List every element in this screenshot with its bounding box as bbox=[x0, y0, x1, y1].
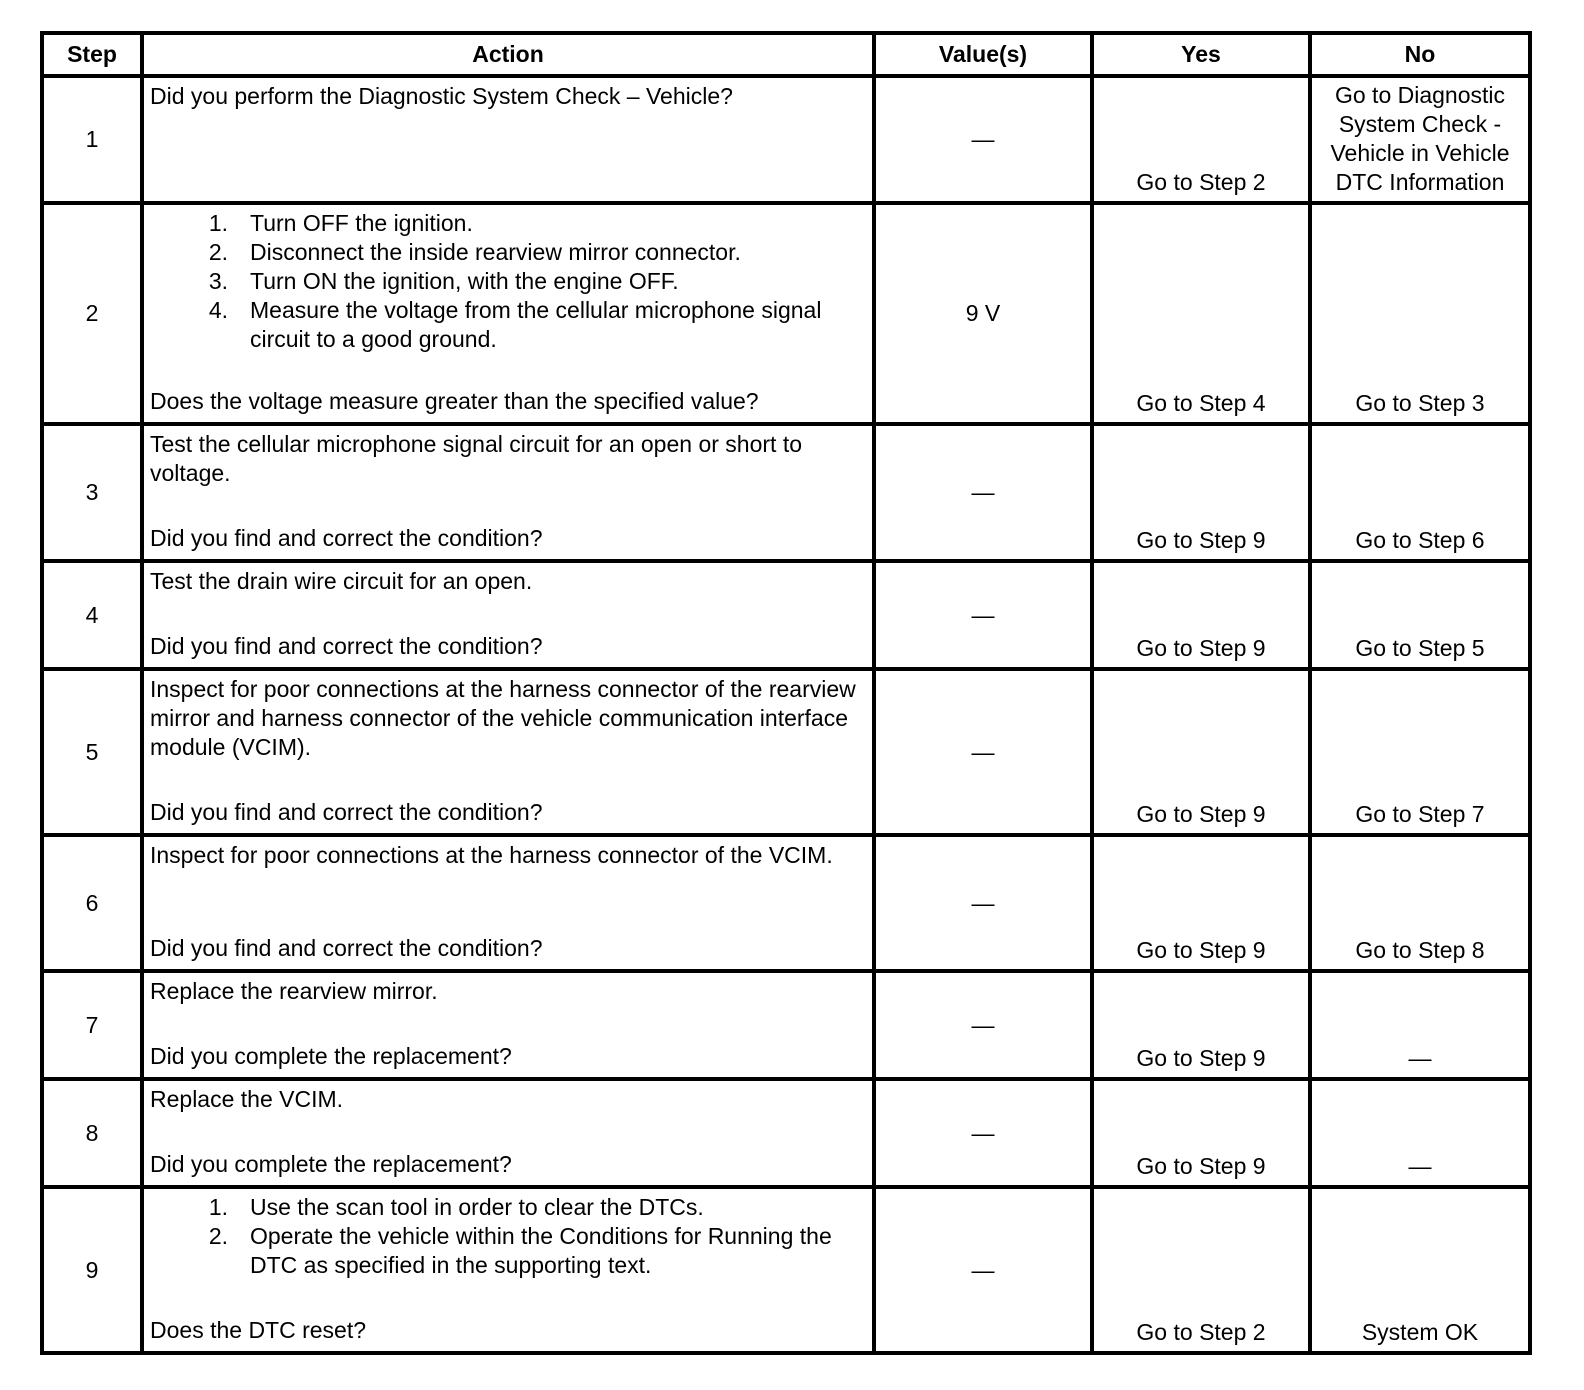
action-text: Test the cellular microphone signal circuit for an open or short to voltage. bbox=[150, 431, 802, 486]
table-row bbox=[42, 424, 1530, 561]
action-question: Did you complete the replacement? bbox=[150, 1151, 512, 1177]
no-cell: Go to Step 6 bbox=[1310, 424, 1530, 561]
header-row bbox=[42, 33, 1530, 76]
instruction-number: 1. bbox=[208, 210, 228, 236]
value-cell: — bbox=[874, 971, 1092, 1079]
no-cell: Go to Step 5 bbox=[1310, 561, 1530, 669]
yes-cell: Go to Step 9 bbox=[1092, 561, 1310, 669]
table-row bbox=[42, 203, 1530, 424]
action-cell bbox=[142, 561, 874, 669]
table-row bbox=[42, 1187, 1530, 1353]
yes-cell: Go to Step 9 bbox=[1092, 835, 1310, 971]
yes-cell: Go to Step 2 bbox=[1092, 1187, 1310, 1353]
value-cell: — bbox=[874, 669, 1092, 835]
header-values: Value(s) bbox=[874, 33, 1092, 76]
instruction-text: Turn ON the ignition, with the engine OFF. bbox=[250, 268, 679, 294]
action-text: Test the drain wire circuit for an open. bbox=[150, 568, 533, 594]
step-number: 9 bbox=[42, 1187, 142, 1353]
action-cell bbox=[142, 76, 874, 203]
step-number: 3 bbox=[42, 424, 142, 561]
table-row bbox=[42, 561, 1530, 669]
action-text: Replace the VCIM. bbox=[150, 1086, 344, 1112]
action-question: Does the DTC reset? bbox=[150, 1317, 367, 1343]
instruction-number: 4. bbox=[208, 297, 228, 323]
value-cell: 9 V bbox=[874, 203, 1092, 424]
diagnostic-table bbox=[40, 31, 1532, 1355]
yes-cell: Go to Step 4 bbox=[1092, 203, 1310, 424]
action-cell bbox=[142, 203, 874, 424]
action-question: Did you find and correct the condition? bbox=[150, 525, 543, 551]
action-text: Inspect for poor connections at the harness connector of the VCIM. bbox=[150, 842, 833, 868]
instruction-text: Measure the voltage from the cellular microphone signal circuit to a good ground. bbox=[250, 297, 822, 352]
value-cell: — bbox=[874, 424, 1092, 561]
no-cell: Go to Diagnostic System Check - Vehicle in Vehicle DTC Information bbox=[1310, 76, 1530, 203]
table-row bbox=[42, 971, 1530, 1079]
list-item bbox=[150, 296, 864, 354]
value-cell: — bbox=[874, 76, 1092, 203]
step-number: 6 bbox=[42, 835, 142, 971]
no-cell: — bbox=[1310, 971, 1530, 1079]
header-yes: Yes bbox=[1092, 33, 1310, 76]
yes-cell: Go to Step 9 bbox=[1092, 424, 1310, 561]
action-question: Did you find and correct the condition? bbox=[150, 799, 543, 825]
instruction-list bbox=[150, 1193, 864, 1280]
action-question: Did you find and correct the condition? bbox=[150, 935, 543, 961]
action-text: Replace the rearview mirror. bbox=[150, 978, 438, 1004]
instruction-text: Turn OFF the ignition. bbox=[250, 210, 473, 236]
list-item bbox=[150, 209, 864, 238]
no-cell: Go to Step 3 bbox=[1310, 203, 1530, 424]
action-cell bbox=[142, 1079, 874, 1187]
yes-cell: Go to Step 9 bbox=[1092, 971, 1310, 1079]
list-item bbox=[150, 267, 864, 296]
step-number: 8 bbox=[42, 1079, 142, 1187]
value-cell: — bbox=[874, 561, 1092, 669]
header-step: Step bbox=[42, 33, 142, 76]
instruction-list bbox=[150, 209, 864, 354]
action-cell bbox=[142, 835, 874, 971]
list-item bbox=[150, 238, 864, 267]
action-cell bbox=[142, 424, 874, 561]
table-row bbox=[42, 669, 1530, 835]
action-cell bbox=[142, 1187, 874, 1353]
action-text: Did you perform the Diagnostic System Check – Vehicle? bbox=[150, 83, 733, 109]
no-cell: System OK bbox=[1310, 1187, 1530, 1353]
no-cell: Go to Step 7 bbox=[1310, 669, 1530, 835]
yes-cell: Go to Step 9 bbox=[1092, 669, 1310, 835]
action-cell bbox=[142, 971, 874, 1079]
action-question: Does the voltage measure greater than the specified value? bbox=[150, 388, 759, 414]
instruction-number: 3. bbox=[208, 268, 228, 294]
action-question: Did you find and correct the condition? bbox=[150, 633, 543, 659]
value-cell: — bbox=[874, 1079, 1092, 1187]
list-item bbox=[150, 1222, 864, 1280]
instruction-number: 2. bbox=[208, 1223, 228, 1249]
no-cell: — bbox=[1310, 1079, 1530, 1187]
instruction-number: 2. bbox=[208, 239, 228, 265]
header-no: No bbox=[1310, 33, 1530, 76]
instruction-number: 1. bbox=[208, 1194, 228, 1220]
value-cell: — bbox=[874, 1187, 1092, 1353]
action-question: Did you complete the replacement? bbox=[150, 1043, 512, 1069]
table-row bbox=[42, 76, 1530, 203]
instruction-text: Use the scan tool in order to clear the DTCs. bbox=[250, 1194, 704, 1220]
step-number: 2 bbox=[42, 203, 142, 424]
list-item bbox=[150, 1193, 864, 1222]
value-cell: — bbox=[874, 835, 1092, 971]
action-text: Inspect for poor connections at the harness connector of the rearview mirror and harness connector of the vehicle communication interface module (VCIM). bbox=[150, 676, 856, 760]
step-number: 1 bbox=[42, 76, 142, 203]
yes-cell: Go to Step 9 bbox=[1092, 1079, 1310, 1187]
no-cell: Go to Step 8 bbox=[1310, 835, 1530, 971]
step-number: 4 bbox=[42, 561, 142, 669]
instruction-text: Disconnect the inside rearview mirror connector. bbox=[250, 239, 741, 265]
header-action: Action bbox=[142, 33, 874, 76]
yes-cell: Go to Step 2 bbox=[1092, 76, 1310, 203]
instruction-text: Operate the vehicle within the Conditions for Running the DTC as specified in the supporting text. bbox=[250, 1223, 832, 1278]
action-cell bbox=[142, 669, 874, 835]
step-number: 7 bbox=[42, 971, 142, 1079]
step-number: 5 bbox=[42, 669, 142, 835]
table-row bbox=[42, 835, 1530, 971]
table-row bbox=[42, 1079, 1530, 1187]
